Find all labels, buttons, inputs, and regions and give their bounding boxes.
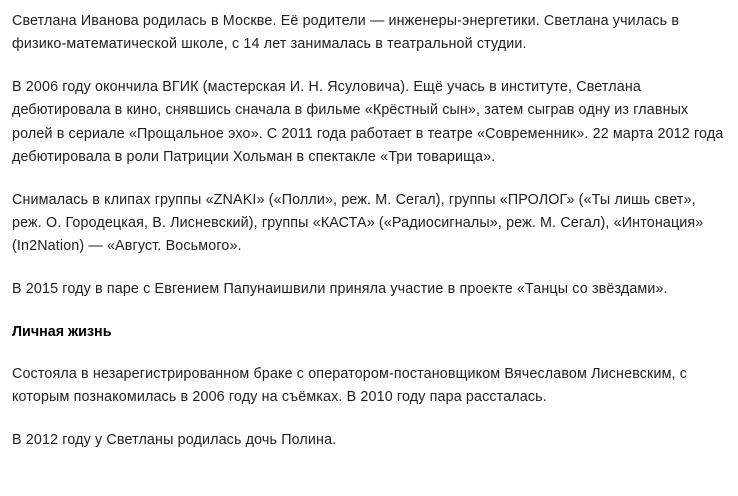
paragraph-dancing-show: В 2015 году в паре с Евгением Папунаишвили приняла участие в проекте «Танцы со звёздами». [12, 281, 668, 298]
section-heading-personal-life: Личная жизнь [12, 323, 112, 340]
paragraph-bio-origin: Светлана Иванова родилась в Москве. Её родители — инженеры-энергетики. Светлана училась в физико-математической школе, с 14 лет занималась в театральной студии. [12, 13, 680, 53]
paragraph-daughter: В 2012 году у Светланы родилась дочь Полина. [12, 432, 337, 449]
paragraph-partner: Состояла в незарегистрированном браке с оператором-постановщиком Вячеславом Лисневским, с которым познакомилась в 2006 году на съёмках. В 2010 году пара рассталась. [12, 366, 688, 406]
paragraph-career-start: В 2006 году окончила ВГИК (мастерская И. Н. Ясуловича). Ещё учась в институте, Светлана дебютировала в кино, снявшись сначала в фильме «Крёстный сын», затем сыграв одну из главных ролей в сериале «Прощальное эхо». С 2011 года работает в театре «Современник». 22 марта 2012 года дебютировала в роли Патриции Хольман в спектакле «Три товарища». [12, 79, 724, 165]
paragraph-music-videos: Снималась в клипах группы «ZNAKI» («Полли», реж. М. Сегал), группы «ПРОЛОГ» («Ты лишь свет», реж. О. Городецкая, В. Лисневский), группы «КАСТА» («Радиосигналы», реж. М. Сегал), «Интонация» (In2Nation) — «Август. Восьмого». [12, 191, 704, 255]
